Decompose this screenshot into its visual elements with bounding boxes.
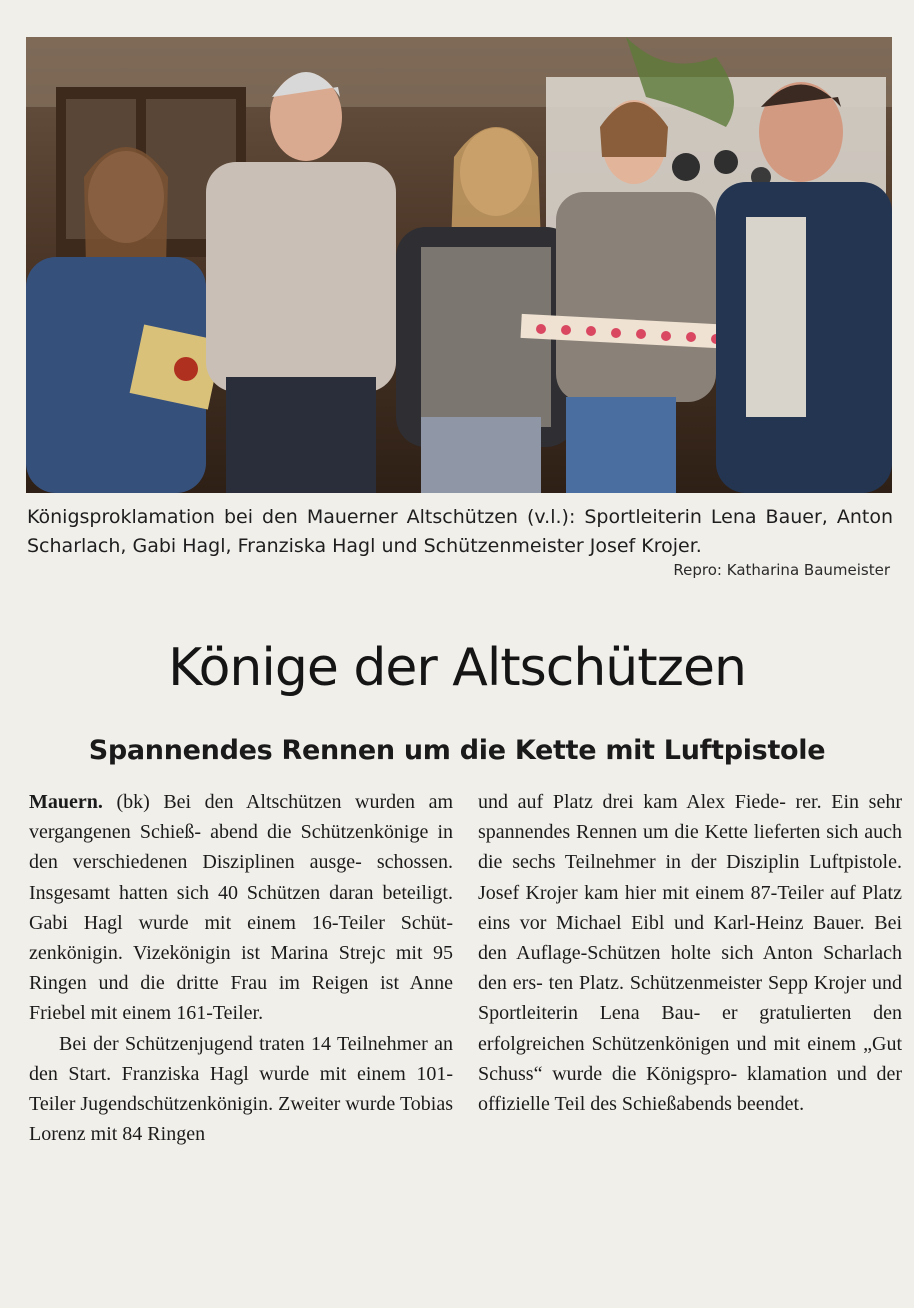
- photo-caption: [27, 503, 893, 561]
- article-column-1: [29, 787, 453, 1149]
- paragraph-3: und auf Platz drei kam Alex Fiede- rer. Ein sehr spannendes Rennen um die Kette lieferten sich auch die sechs Teilnehmer in der Disziplin Luftpistole. Josef Krojer kam hier mit einem 87-Teiler auf Platz eins vor Michael Eibl und Karl-Heinz Bauer. Bei den Auflage-Schützen holte sich Anton Scharlach den ers- ten Platz. Schützenmeister Sepp Krojer und Sportleiterin Lena Bau- er gratulierten den erfolgreichen Schützenkönigen und mit einem „Gut Schuss“ wurde die Königspro- klamation und der offizielle Teil des Schießabends beendet.: [478, 791, 902, 1116]
- article-photo: [26, 37, 892, 493]
- photo-credit: Repro: Katharina Baumeister: [673, 561, 890, 579]
- article-subheadline: Spannendes Rennen um die Kette mit Luftpistole: [88, 735, 826, 766]
- caption-text: Königsproklamation bei den Mauerner Altschützen (v.l.): Sportleiterin Lena Bauer, Anton Scharlach, Gabi Hagl, Franziska Hagl und Schützenmeister Josef Krojer.: [27, 506, 893, 557]
- paragraph-2: Bei der Schützenjugend traten 14 Teilnehmer an den Start. Franziska Hagl wurde mit einem 101-Teiler Jugendschützenkönigin. Zweiter wurde Tobias Lorenz mit 84 Ringen: [29, 1032, 453, 1146]
- article-headline: Könige der Altschützen: [168, 638, 746, 698]
- paragraph-1: [29, 787, 453, 1029]
- article-column-2: [478, 787, 902, 1119]
- dateline: Mauern.: [29, 791, 103, 813]
- paragraph-1-text: (bk) Bei den Altschützen wurden am vergangenen Schieß- abend die Schützenkönige in den verschiedenen Disziplinen ausge- schossen. Insgesamt hatten sich 40 Schützen daran beteiligt. Gabi Hagl wurde mit einem 16-Teiler Schüt- zenkönigin. Vizekönigin ist Marina Strejc mit 95 Ringen und die dritte Frau im Reigen ist Anne Friebel mit einem 161-Teiler.: [29, 791, 454, 1025]
- group-photo-icon: [26, 37, 892, 493]
